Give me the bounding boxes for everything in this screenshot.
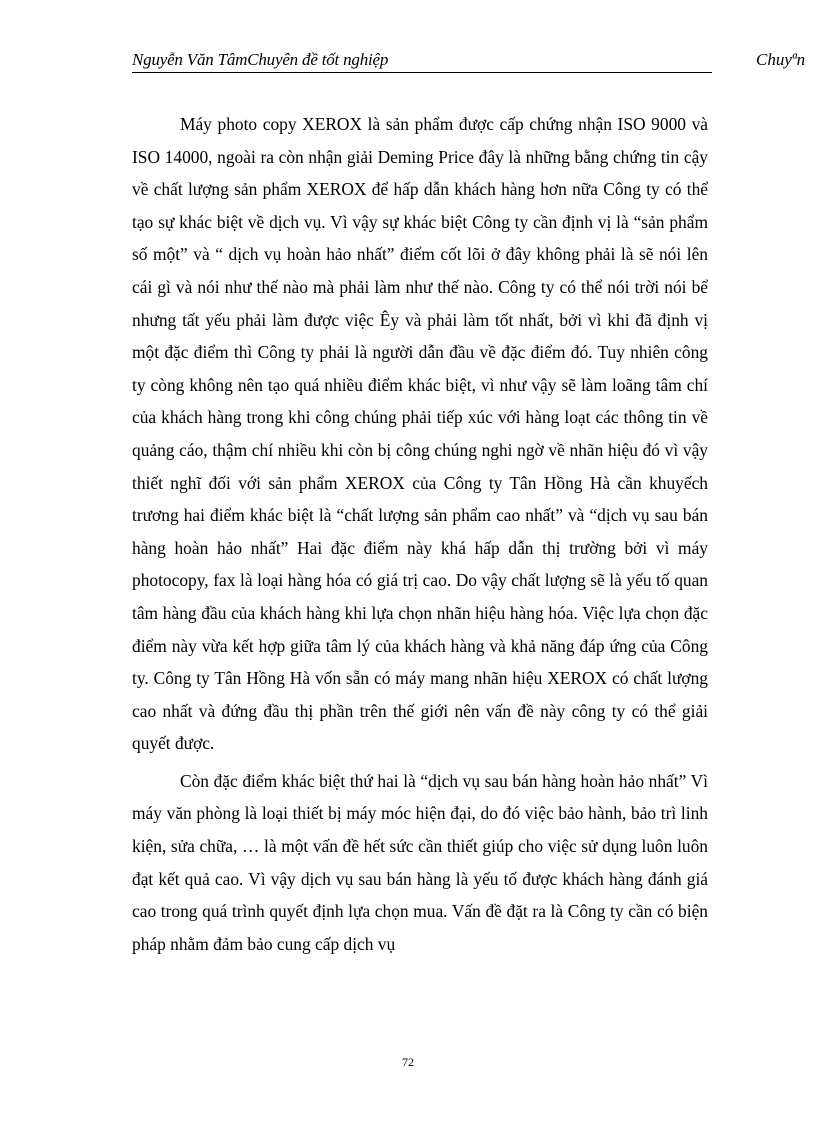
paragraph-1: Máy photo copy XEROX là sản phẩm được cấp chứng nhận ISO 9000 và ISO 14000, ngoài ra còn nhận giải Deming Price đây là những bằng chứng tin cậy về chất lượng sản phẩm XEROX để hấp dẫn khách hàng hơn nữa Công ty có thể tạo sự khác biệt về dịch vụ. Vì vậy sự khác biệt Công ty cần định vị là “sản phẩm số một” và “ dịch vụ hoàn hảo nhất” điểm cốt lõi ở đây không phải là sẽ nói lên cái gì và nói như thế nào mà phải làm như thế nào. Công ty có thể nói trời nói bể nhưng tất yếu phải làm được việc Êy và phải làm tốt nhất, bởi vì khi đã định vị một đặc điểm thì Công ty phải là người dẫn đầu về đặc điểm đó. Tuy nhiên công ty còng không nên tạo quá nhiều điểm khác biệt, vì như vậy sẽ làm loãng tâm chí của khách hàng trong khi công chúng phải tiếp xúc với hàng loạt các thông tin về quảng cáo, thậm chí nhiều khi còn bị công chúng nghi ngờ về nhãn hiệu đó vì vậy thiết nghĩ đối với sản phẩm XEROX của Công ty Tân Hồng Hà cần khuyếch trương hai điểm khác biệt là “chất lượng sản phẩm cao nhất” và “dịch vụ sau bán hàng hoàn hảo nhất” Hai đặc điểm này khá hấp dẫn thị trường bởi vì máy photocopy, fax là loại hàng hóa có giá trị cao. Do vậy chất lượng sẽ là yếu tố quan tâm hàng đầu của khách hàng khi lựa chọn nhãn hiệu hàng hóa. Việc lựa chọn đặc điểm này vừa kết hợp giữa tâm lý của khách hàng và khả năng đáp ứng của Công ty. Công ty Tân Hồng Hà vốn sẵn có máy mang nhãn hiệu XEROX có chất lượng cao nhất và đứng đầu thị phần trên thế giới nên vấn đề này công ty có thể giải quyết được. <box>132 114 708 754</box>
paragraph-2: Còn đặc điểm khác biệt thứ hai là “dịch vụ sau bán hàng hoàn hảo nhất” Vì máy văn phòng là loại thiết bị máy móc hiện đại, do đó việc bảo hành, bảo trì linh kiện, sửa chữa, … là một vấn đề hết sức cần thiết giúp cho việc sử dụng luôn luôn đạt kết quả cao. Vì vậy dịch vụ sau bán hàng là yếu tố được khách hàng đánh giá cao trong quá trình quyết định lựa chọn mua. Vấn đề đặt ra là Công ty cần có biện pháp nhằm đảm bảo cung cấp dịch vụ <box>132 770 708 954</box>
header-right-text: Chuyªn <box>756 50 806 69</box>
header-underline <box>132 72 712 73</box>
document-body <box>132 108 708 960</box>
page-number: 72 <box>402 1055 414 1069</box>
header-author-title: Nguyễn Văn TâmChuyên đề tốt nghiệp <box>132 50 389 69</box>
page-header <box>132 50 812 76</box>
